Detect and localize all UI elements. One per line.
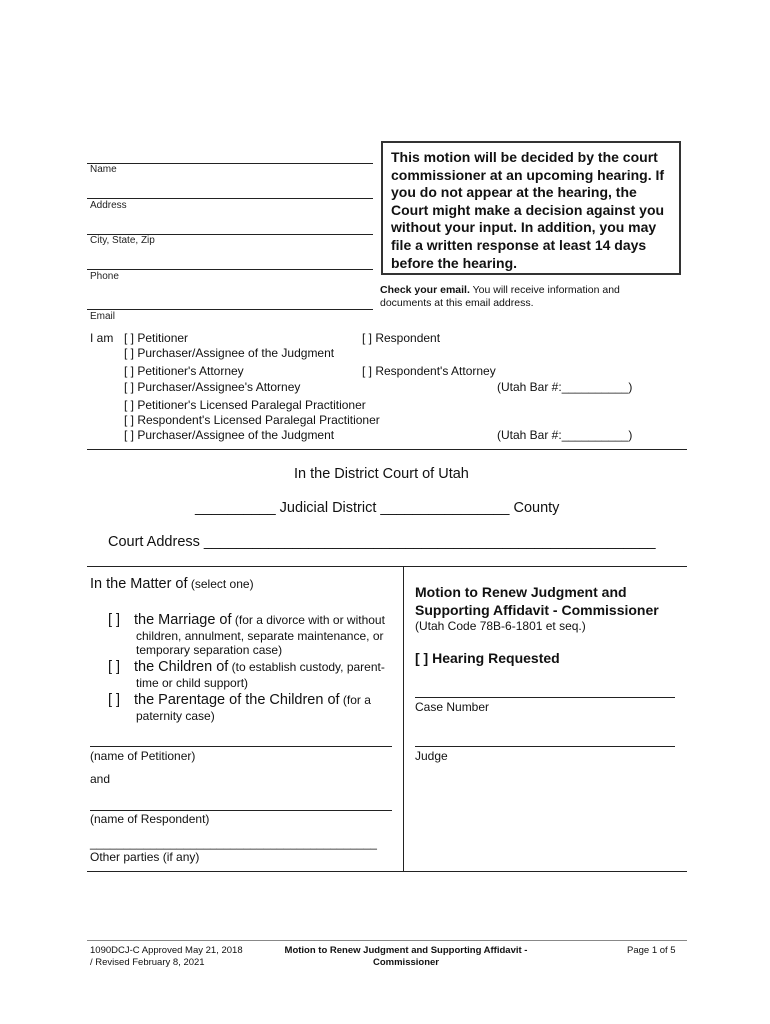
children-checkbox[interactable]: [ ] [108,659,121,675]
motion-code: (Utah Code 78B-6-1801 et seq.) [415,619,586,633]
phone-label: Phone [90,271,119,282]
name-line[interactable] [87,163,373,164]
respondent-lpp-checkbox[interactable]: [ ] Respondent's Licensed Paralegal Practitioner [124,413,380,427]
motion-title-1: Motion to Renew Judgment and [415,584,627,600]
children-note: (to establish custody, parent- [228,660,385,674]
utah-bar-number-1[interactable]: (Utah Bar #:__________) [497,380,633,394]
address-label: Address [90,200,127,211]
other-parties-label: Other parties (if any) [90,850,200,864]
footer-revised: / Revised February 8, 2021 [90,957,205,968]
court-address-blank[interactable]: ________________________________________________________ [203,534,656,550]
marriage-label: the Marriage of [134,612,232,628]
court-address-row [108,534,656,550]
children-label: the Children of [134,659,229,675]
petitioner-checkbox[interactable]: [ ] Petitioner [124,331,189,345]
email-note-text: You will receive information and [469,284,620,296]
caption-bottom-border [87,871,687,872]
parentage-label: the Parentage of the Children of [134,692,340,708]
footer-title-1: Motion to Renew Judgment and Supporting Affidavit - [284,945,528,956]
and-label: and [90,772,111,786]
respondent-name-label: (name of Respondent) [90,812,210,826]
judge-label: Judge [415,749,448,763]
notice-line: without your input. In addition, you may [391,219,657,236]
children-note-2: time or child support) [136,676,249,690]
parentage-option[interactable] [108,691,120,709]
email-line[interactable] [87,309,373,310]
purchaser-checkbox-2[interactable]: [ ] Purchaser/Assignee of the Judgment [124,428,335,442]
marriage-label-row [134,611,385,629]
children-option[interactable] [108,658,120,676]
matter-select-note: (select one) [187,577,254,591]
district-blank[interactable]: __________ [195,500,276,516]
email-label: Email [90,311,116,322]
notice-line: you do not appear at the hearing, the [391,184,637,201]
judge-line[interactable] [415,746,675,747]
county-label: County [509,500,560,516]
utah-bar-number-2[interactable]: (Utah Bar #:__________) [497,428,633,442]
petitioner-name-label: (name of Petitioner) [90,749,196,763]
motion-title-2: Supporting Affidavit - Commissioner [415,602,659,618]
district-label: Judicial District [275,500,381,516]
county-blank[interactable]: ________________ [380,500,510,516]
marriage-checkbox[interactable]: [ ] [108,612,121,628]
court-title: In the District Court of Utah [294,466,469,482]
footer-form-id [90,945,243,969]
respondent-attorney-checkbox[interactable]: [ ] Respondent's Attorney [362,364,496,378]
petitioner-name-line[interactable] [90,746,392,747]
notice-line: Court might make a decision against you [391,201,665,218]
footer-title [275,945,537,969]
hearing-notice-box [381,141,681,275]
marriage-note-2: children, annulment, separate maintenance, or [136,629,384,643]
footer-title-2: Commissioner [373,957,439,968]
case-number-label: Case Number [415,700,490,714]
marriage-note: (for a divorce with or without [231,613,385,627]
name-label: Name [90,164,117,175]
court-address-label: Court Address [108,534,204,550]
respondent-name-line[interactable] [90,810,392,811]
hearing-requested-checkbox[interactable]: [ ] Hearing Requested [415,650,560,666]
email-note-text-2: documents at this email address. [380,297,534,309]
address-line[interactable] [87,198,373,199]
notice-line: before the hearing. [391,254,518,271]
footer-approved: 1090DCJ-C Approved May 21, 2018 [90,945,243,956]
parentage-note: (for a [339,693,371,707]
matter-heading [90,575,254,593]
notice-line: commissioner at an upcoming hearing. If [391,166,665,183]
other-parties-blank[interactable]: ___________________________________________ [90,836,377,850]
case-number-line[interactable] [415,697,675,698]
petitioner-attorney-checkbox[interactable]: [ ] Petitioner's Attorney [124,364,244,378]
parentage-checkbox[interactable]: [ ] [108,692,121,708]
section-divider [87,449,687,450]
footer-rule [87,940,687,941]
purchaser-checkbox[interactable]: [ ] Purchaser/Assignee of the Judgment [124,346,335,360]
parentage-note-2: paternity case) [136,709,215,723]
marriage-note-3: temporary separation case) [136,643,283,657]
iam-label: I am [90,331,114,345]
children-label-row [134,658,385,676]
city-label: City, State, Zip [90,235,155,246]
purchaser-attorney-checkbox[interactable]: [ ] Purchaser/Assignee's Attorney [124,380,301,394]
parentage-label-row [134,691,371,709]
caption-divider [403,566,404,871]
caption-top-border [87,566,687,567]
district-county-row [195,500,559,516]
marriage-option[interactable] [108,611,120,629]
phone-line[interactable] [87,269,373,270]
notice-line: This motion will be decided by the court [391,149,658,165]
email-note [380,284,620,310]
email-note-bold: Check your email. [380,284,470,296]
respondent-checkbox[interactable]: [ ] Respondent [362,331,441,345]
petitioner-lpp-checkbox[interactable]: [ ] Petitioner's Licensed Paralegal Practitioner [124,398,366,412]
notice-line: file a written response at least 14 days [391,236,647,253]
matter-heading-text: In the Matter of [90,576,188,592]
page-number: Page 1 of 5 [627,945,676,956]
